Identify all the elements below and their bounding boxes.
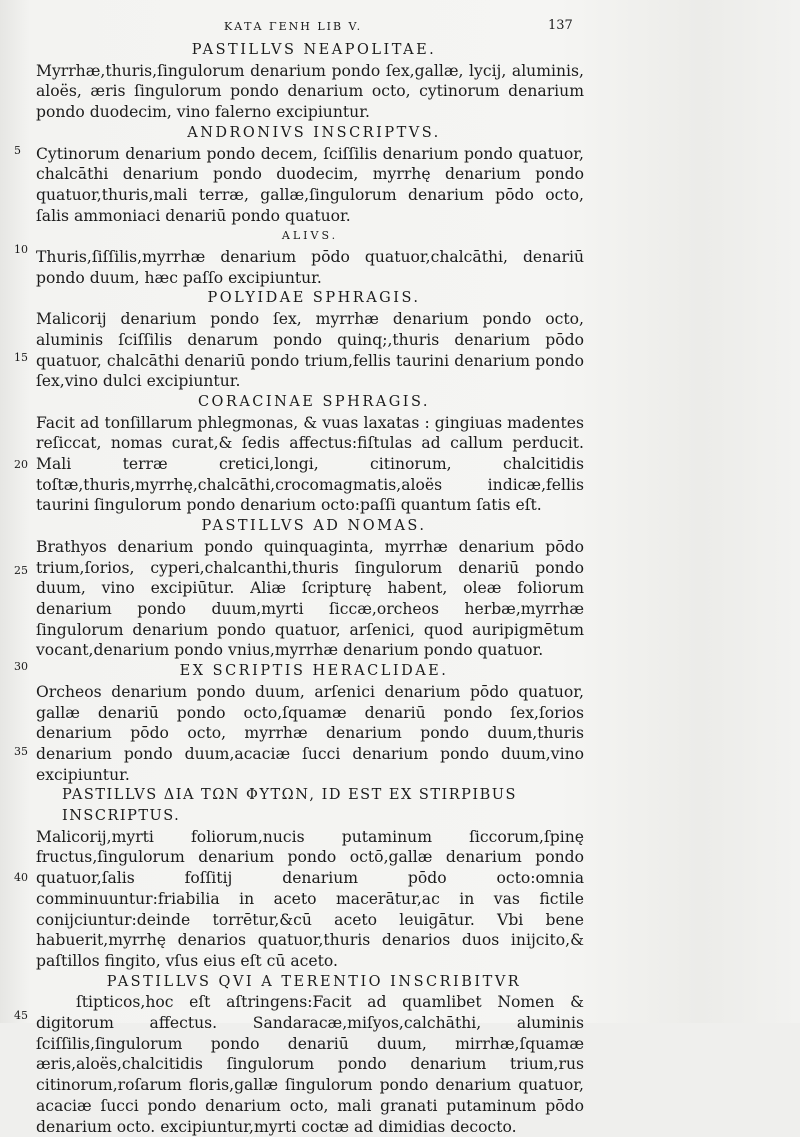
- line-number: 25: [14, 564, 28, 577]
- section-heading: PASTILLVS NEAPOLITAE.: [191, 42, 437, 58]
- section-heading: PASTILLVS ΔΙΑ ΤΩΝ ΦΥΤΩΝ, ID EST EX STIRPIBUS INSCRIPTUS.: [62, 787, 517, 825]
- section-paragraph: Thuris,ſiſſilis,myrrhæ denarium pōdo quatuor,chalcāthi, denariū pondo duum, hæc paſſo excipiuntur.: [36, 248, 584, 287]
- section-heading: CORACINAE SPHRAGIS.: [197, 393, 431, 410]
- section-paragraph: Brathyos denarium pondo quinquaginta, myrrhæ denarium pōdo trium,ſorios, cyperi,chalcanthi,thuris ſingulorum denariū pondo duum, vino excipiūtur. Aliæ ſcripturę habent, oleæ foliorum denarium pondo duum,myrti ſiccæ,orcheos herbæ,myrrhæ ſingulorum denarium pondo quatuor, arſenici, quod auripigmētum vocant,denarium pondo vnius,myrrhæ denarium pondo quatuor.: [36, 537, 584, 660]
- section-heading: ANDRONIVS INSCRIPTVS.: [187, 124, 441, 141]
- line-number: 40: [14, 871, 28, 884]
- section-paragraph: Malicorij denarium pondo ſex, myrrhæ denarium pondo octo, aluminis ſciſſilis denarum pondo quinq;,thuris denarium pōdo quatuor, chalcāthi denariū pondo trium,fellis taurini denarium pondo ſex,vino dulci excipiuntur.: [36, 310, 584, 391]
- line-number: 10: [14, 243, 28, 256]
- section-paragraph: ſtipticos,hoc eſt aſtringens:Facit ad quamlibet Nomen & digitorum affectus. Sandaracæ,miſyos,calchāthi, aluminis ſciſſilis,ſingulorum pondo denariū duum, mirrhæ,ſquamæ æris,aloës,chalcitidis ſingulorum pondo denarium trium,rus citinorum,roſarum floris,gallæ ſingulorum pondo denarium quatuor, acaciæ ſucci pondo denarium octo, mali granati putaminum pōdo denarium octo. excipiuntur,myrti coctæ ad dimidias decocto.: [36, 993, 584, 1136]
- line-number: 15: [14, 351, 28, 364]
- section-paragraph: Orcheos denarium pondo duum, arſenici denarium pōdo quatuor, gallæ denariū pondo octo,ſquamæ denariū pondo ſex,ſorios denarium pōdo octo, myrrhæ denarium pondo duum,thuris denarium pondo duum,acaciæ ſucci denarium pondo duum,vino excipiuntur.: [36, 682, 584, 784]
- line-number: 45: [14, 1009, 28, 1022]
- body-text: [36, 40, 584, 1137]
- section-paragraph: Cytinorum denarium pondo decem, ſciſſilis denarium pondo quatuor, chalcāthi denarium pondo duodecim, myrrhę denarium pondo quatuor,thuris,mali terræ, gallæ,ſingulorum denarium pōdo octo, ſalis ammoniaci denariū pondo quatuor.: [36, 144, 584, 225]
- section-heading: PASTILLVS AD NOMAS.: [201, 518, 427, 535]
- line-number: 35: [14, 745, 28, 758]
- line-number: 5: [14, 144, 21, 157]
- section-heading: EX SCRIPTIS HERACLIDAE.: [179, 663, 449, 680]
- section-heading: ALIVS.: [281, 229, 339, 243]
- section-heading: POLYIDAE SPHRAGIS.: [207, 290, 421, 307]
- line-number: 30: [14, 660, 28, 673]
- section-paragraph: Malicorij,myrti foliorum,nucis putaminum ſiccorum,ſpinę fructus,ſingulorum denarium pondo octō,gallæ denarium pondo quatuor,ſalis foſſitij denarium pōdo octo:omnia comminuuntur:friabilia in aceto macerātur,ac in vas fictile conijciuntur:deinde torrētur,&cū aceto leuigātur. Vbi bene habuerit,myrrhę denarios quatuor,thuris denarios duos inijcito,& paſtillos fingito, vſus eius eſt cū aceto.: [36, 827, 584, 970]
- running-head: ΚΑΤΑ ΓΕΝΗ LIB V.: [224, 20, 363, 33]
- line-number: 20: [14, 458, 28, 471]
- section-heading: PASTILLVS QVI A TERENTIO INSCRIBITVR: [106, 973, 522, 990]
- section-paragraph: Facit ad tonſillarum phlegmonas, & vuas laxatas : gingiuas madentes reſiccat, nomas curat,& ſedis affectus:fiſtulas ad callum perducit. Mali terræ cretici,longi, citinorum, chalcitidis toſtæ,thuris,myrrhę,chalcāthi,crocomagmatis,aloës indicæ,fellis taurini ſingulorum pondo denarium octo:paſſi quantum ſatis eſt.: [36, 413, 584, 515]
- folio-number: 137: [548, 18, 573, 33]
- section-paragraph: Myrrhæ,thuris,ſingulorum denarium pondo ſex,gallæ, lycij, aluminis, aloës, æris ſingulorum pondo denarium octo, cytinorum denarium pondo duodecim, vino falerno excipiuntur.: [36, 61, 584, 122]
